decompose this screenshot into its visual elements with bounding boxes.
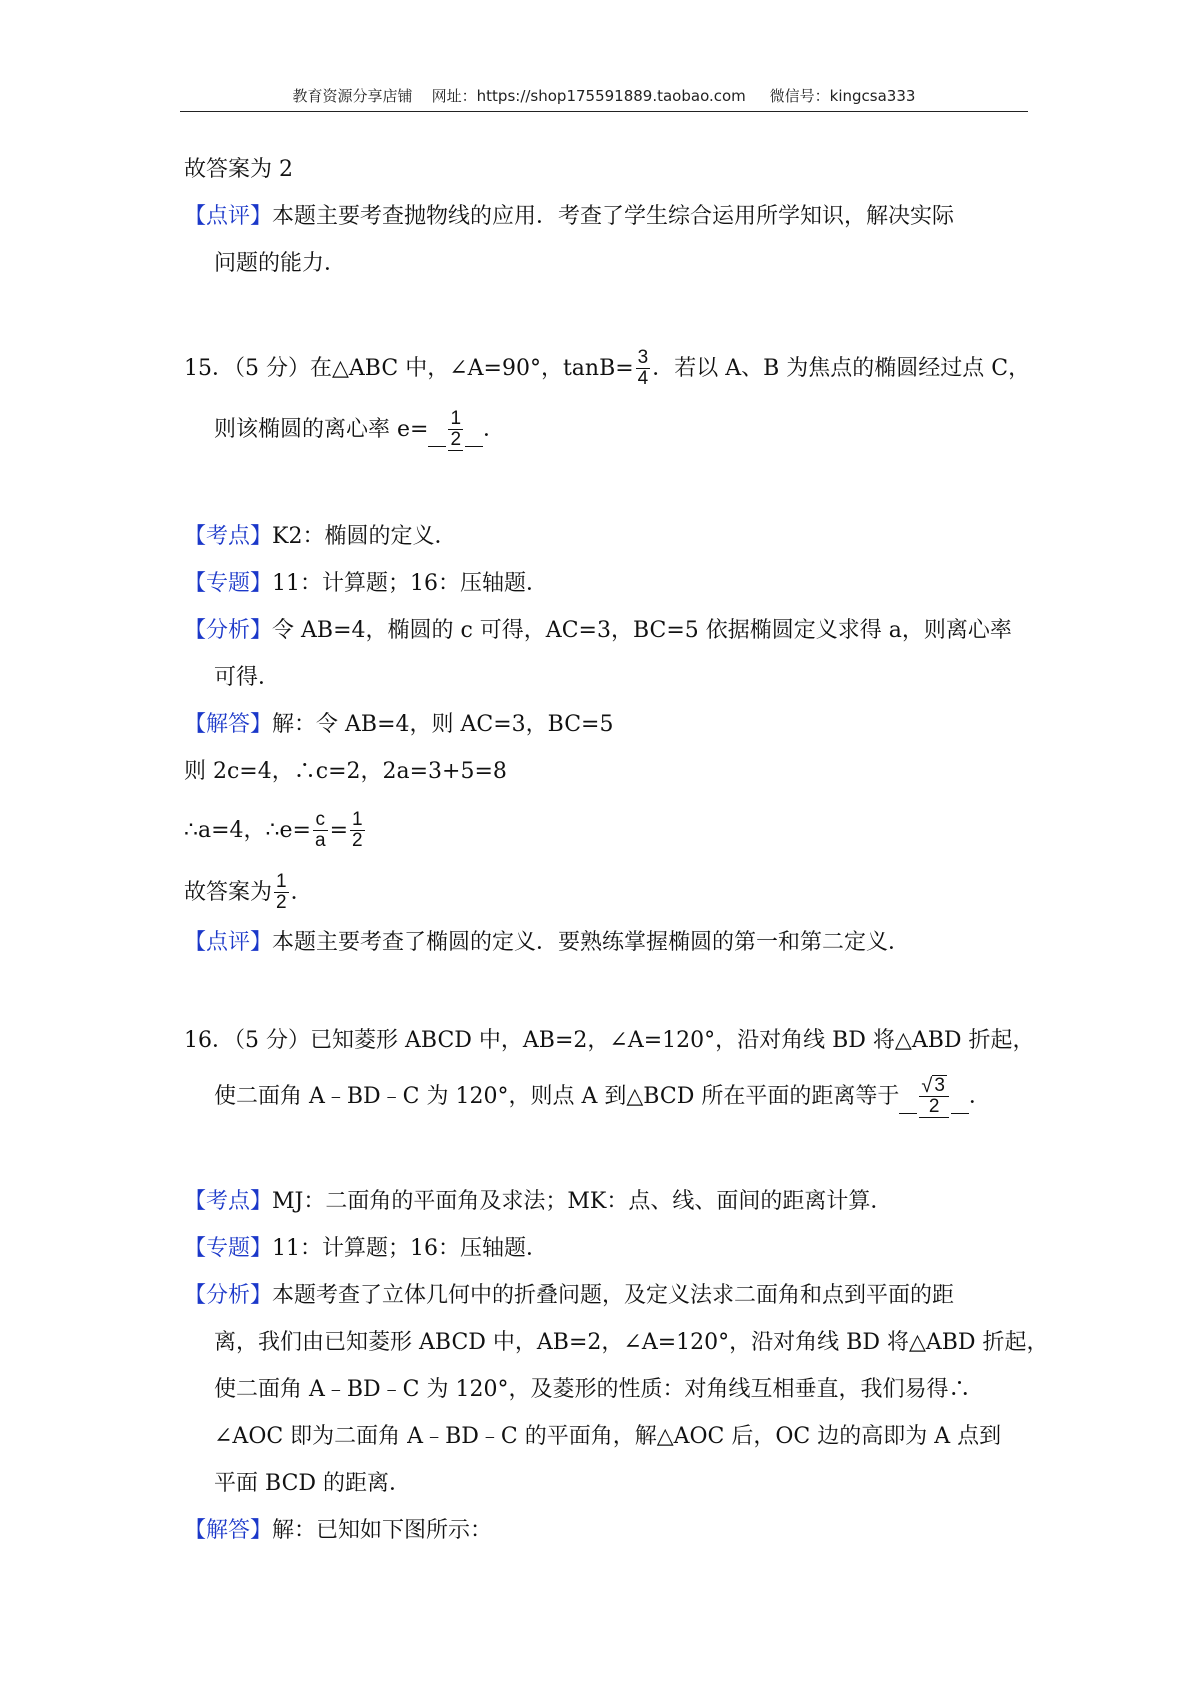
q16-stem-line2: 使二面角 A﹣BD﹣C 为 120°，则点 A 到△BCD 所在平面的距离等于 √ 3 2 ． (214, 1075, 991, 1117)
wechat-id: kingcsa333 (829, 87, 916, 105)
q15-zhuanti: 【专题】 11：计算题；16：压轴题． (184, 571, 549, 596)
comment-tag: 【点评】 (184, 204, 273, 229)
q15-stem-line1: 15．（5 分）在△ABC 中，∠A=90°，tanB= $\frac{3}{4}$ ．若以 A、B 为焦点的椭圆经过点 C， (184, 347, 1031, 389)
prev-comment-cont: 问题的能力． (214, 251, 347, 276)
header-divider (180, 111, 1028, 112)
tanB-fraction: $\frac{3}{4}$ (637, 347, 649, 389)
q16-fenxi: 【分析】 本题考查了立体几何中的折叠问题，及定义法求二面角和点到平面的距 (184, 1283, 955, 1308)
wechat-label: 微信号： (769, 87, 830, 105)
q15-kaodian: 【考点】 K2：椭圆的定义． (184, 524, 457, 549)
site-label: 网址： (431, 87, 477, 105)
q15-fenxi-cont: 可得． (214, 665, 281, 690)
q15-stem-line2: 则该椭圆的离心率 e= $\frac{1}{2}$ ． (214, 408, 506, 450)
q16-fenxi-cont4: 平面 BCD 的距离． (214, 1471, 412, 1496)
q16-zhuanti: 【专题】 11：计算题；16：压轴题． (184, 1236, 549, 1261)
q15-answer-fraction: $\frac{1}{2}$ (450, 408, 462, 450)
prev-answer: 故答案为 2 (184, 157, 293, 182)
q16-fenxi-cont1: 离，我们由已知菱形 ABCD 中，AB=2，∠A=120°，沿对角线 BD 将△ABD 折起， (214, 1330, 1049, 1355)
q16-jieda: 【解答】 解：已知如下图所示： (184, 1518, 493, 1543)
e-equals-c-over-a: $\frac{c}{a}$ (315, 809, 326, 851)
q15-jieda-line3: ∴a=4，∴e= $\frac{c}{a}$ = $\frac{1}{2}$ (184, 809, 363, 851)
q16-stem-line1: 16．（5 分）已知菱形 ABCD 中，AB=2，∠A=120°，沿对角线 BD 将△ABD 折起， (184, 1028, 1035, 1053)
final-answer-fraction: $\frac{1}{2}$ (276, 871, 287, 913)
q16-kaodian: 【考点】 MJ：二面角的平面角及求法；MK：点、线、面间的距离计算． (184, 1189, 893, 1214)
site-url: https://shop175591889.taobao.com (476, 87, 746, 105)
q16-fenxi-cont3: ∠AOC 即为二面角 A﹣BD﹣C 的平面角，解△AOC 后，OC 边的高即为 A 点到 (214, 1424, 1002, 1449)
shop-name: 教育资源分享店铺 (292, 87, 413, 105)
q16-answer-fraction: √ 3 2 (919, 1075, 949, 1118)
q15-jieda: 【解答】 解：令 AB=4，则 AC=3，BC=5 (184, 712, 614, 737)
q15-jieda-line4: 故答案为 $\frac{1}{2}$ ． (184, 871, 313, 913)
page-header (180, 85, 1028, 106)
q15-dianping: 【点评】 本题主要考查了椭圆的定义．要熟练掌握椭圆的第一和第二定义． (184, 930, 911, 955)
q15-jieda-line2: 则 2c=4，∴c=2，2a=3+5=8 (184, 759, 507, 784)
q15-fenxi: 【分析】 令 AB=4，椭圆的 c 可得，AC=3，BC=5 依据椭圆定义求得 a，则离心率 (184, 618, 1012, 643)
prev-comment-line: 【点评】 本题主要考查抛物线的应用．考查了学生综合运用所学知识，解决实际 (184, 202, 954, 232)
e-value-fraction: $\frac{1}{2}$ (352, 809, 363, 851)
q16-fenxi-cont2: 使二面角 A﹣BD﹣C 为 120°，及菱形的性质：对角线互相垂直，我们易得∴ (214, 1377, 971, 1402)
